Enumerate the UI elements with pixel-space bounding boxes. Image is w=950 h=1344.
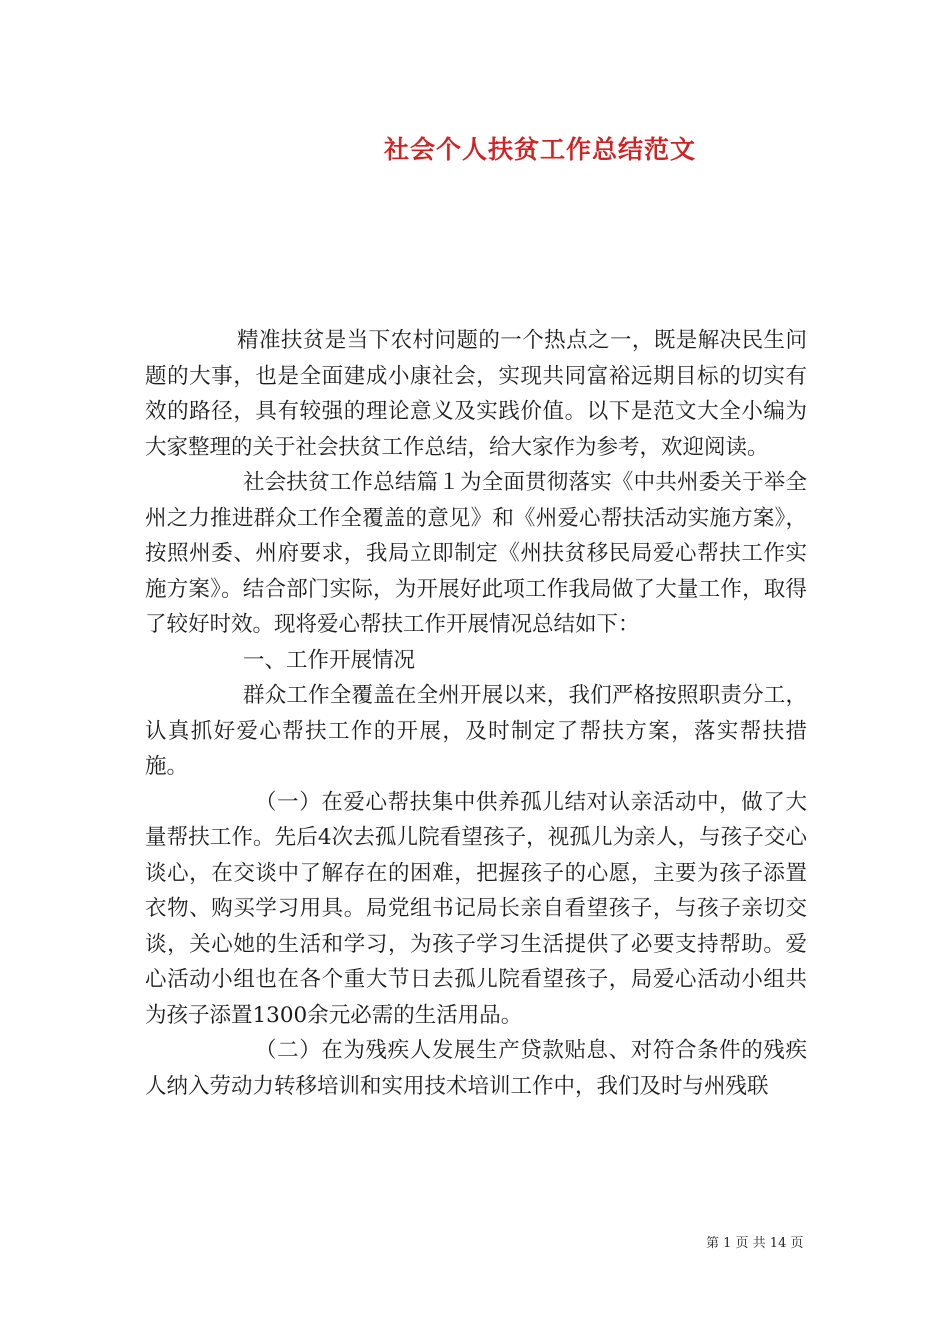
section-heading-work-status: 一、工作开展情况 [243,647,416,673]
document-title: 社会个人扶贫工作总结范文 [383,135,696,164]
paragraph-work-overview: 群众工作全覆盖在全州开展以来，我们严格按照职责分工，认真抓好爱心帮扶工作的开展，及时制定了帮扶方案，落实帮扶措施。 [145,683,807,779]
document-body [145,323,807,1104]
paragraph-section-1-opening: 社会扶贫工作总结篇１为全面贯彻落实《中共州委关于举全州之力推进群众工作全覆盖的意见》和《州爱心帮扶活动实施方案》，按照州委、州府要求，我局立即制定《州扶贫移民局爱心帮扶工作实施方案》。结合部门实际，为开展好此项工作我局做了大量工作，取得了较好时效。现将爱心帮扶工作开展情况总结如下： [145,470,807,637]
paragraph-item-2-disabled: （二）在为残疾人发展生产贷款贴息、对符合条件的残疾人纳入劳动力转移培训和实用技术培训工作中，我们及时与州残联 [145,1038,807,1099]
paragraph-intro: 精准扶贫是当下农村问题的一个热点之一，既是解决民生问题的大事，也是全面建成小康社会，实现共同富裕远期目标的切实有效的路径，具有较强的理论意义及实践价值。以下是范文大全小编为大家整理的关于社会扶贫工作总结，给大家作为参考，欢迎阅读。 [145,328,807,460]
paragraph-item-1-orphans: （一）在爱心帮扶集中供养孤儿结对认亲活动中，做了大量帮扶工作。先后4次去孤儿院看望孩子，视孤儿为亲人，与孩子交心谈心，在交谈中了解存在的困难，把握孩子的心愿，主要为孩子添置衣物、购买学习用具。局党组书记局长亲自看望孩子，与孩子亲切交谈，关心她的生活和学习，为孩子学习生活提供了必要支持帮助。爱心活动小组也在各个重大节日去孤儿院看望孩子，局爱心活动小组共为孩子添置1300余元必需的生活用品。 [145,789,807,1028]
page-number-footer: 第 1 页 共 14 页 [706,1236,804,1251]
